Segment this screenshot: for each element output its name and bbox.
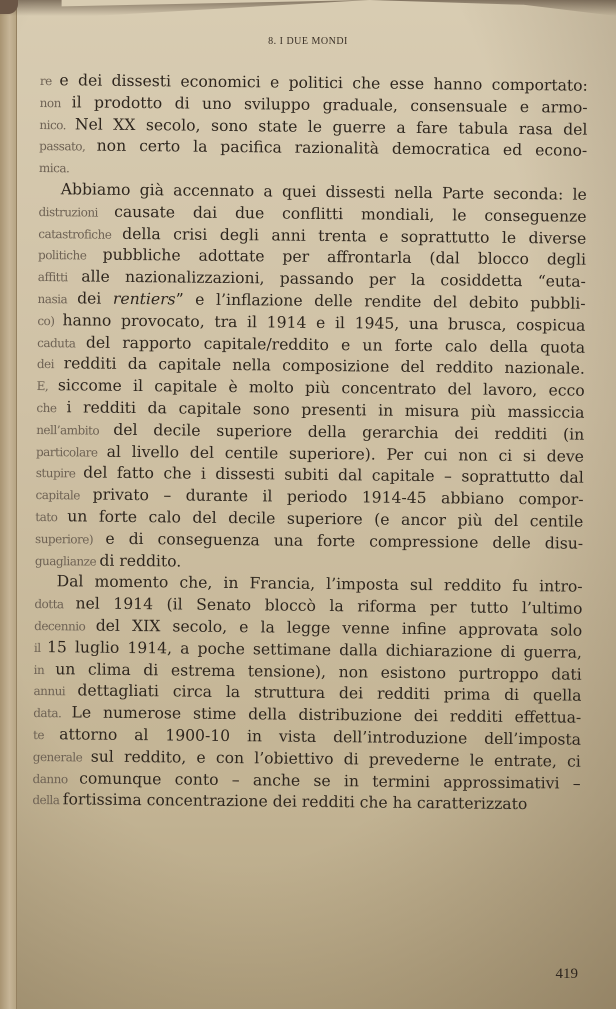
page-number: 419 xyxy=(555,966,578,982)
curled-word: che xyxy=(36,400,67,416)
curled-word: superiore) xyxy=(35,531,106,547)
line-text: Le numerose stime della distribuzione dei redditi effettua- xyxy=(71,703,582,727)
line-text: Abbiamo già accennato a quei dissesti nella Parte seconda: le xyxy=(60,180,587,204)
curled-word: non xyxy=(39,95,72,111)
paragraph xyxy=(32,571,582,816)
curled-word: in xyxy=(33,662,56,677)
line-text: del rapporto capitale/reddito e un forte calo della quota xyxy=(85,333,586,357)
curled-word: caduta xyxy=(37,335,86,351)
curled-word: te xyxy=(32,727,60,743)
curled-word: data. xyxy=(33,706,72,721)
line-text: Dal momento che, in Francia, l’imposta sul reddito fu intro- xyxy=(56,572,583,597)
curled-word: nico. xyxy=(39,117,75,132)
curled-word: politiche xyxy=(37,248,103,264)
line-text: e di conseguenza una forte compressione delle disu- xyxy=(105,529,584,553)
paragraph xyxy=(39,70,588,185)
line-text: attorno al 1900-10 in vista dell’introduzione dell’imposta xyxy=(59,725,582,749)
curled-word: generale xyxy=(32,749,91,765)
curled-word: E, xyxy=(36,379,58,394)
line-text: alle nazionalizzazioni, passando per la cosiddetta “euta- xyxy=(81,267,586,291)
curled-word: dei xyxy=(36,357,64,372)
line-text: non certo la pacifica razionalità democratica ed econo- xyxy=(96,136,588,161)
curled-word: decennio xyxy=(34,618,96,634)
curled-word: il xyxy=(33,640,48,655)
line-text: del XIX secolo, e la legge venne infine approvata solo xyxy=(95,616,583,640)
line-text: hanno provocato, tra il 1914 e il 1945, una brusca, cospicua xyxy=(62,311,586,335)
curled-word: mica. xyxy=(38,161,70,176)
curled-word: nell’ambito xyxy=(36,422,114,438)
line-text: al livello del centile superiore). Per cui non ci si deve xyxy=(106,442,585,466)
curled-word: particolare xyxy=(35,444,107,460)
curled-word: catastrofiche xyxy=(38,226,123,242)
italic-term: rentiers xyxy=(112,289,176,309)
curled-word: capitale xyxy=(35,488,93,503)
line-text: un forte calo del decile superiore (e ancor più del centile xyxy=(67,507,584,531)
curled-word: guaglianze xyxy=(34,553,100,569)
curled-word: danno xyxy=(32,771,80,786)
paragraph xyxy=(35,179,587,577)
line-text: dettagliati circa la struttura dei redditi prima di quella xyxy=(77,681,582,706)
line-text: un clima di estrema tensione), non esistono purtroppo dati xyxy=(55,659,582,684)
line-text: di reddito. xyxy=(99,551,182,571)
line-text: il prodotto di uno sviluppo graduale, consensuale e armo- xyxy=(71,93,588,117)
line-text: sul reddito, e con l’obiettivo di prevederne le entrate, ci xyxy=(90,747,581,771)
curled-word: re xyxy=(39,73,60,89)
line-text: del fatto che i dissesti subiti dal capitale – soprattutto dal xyxy=(83,463,584,488)
running-head: 8. I DUE MONDI xyxy=(268,36,348,47)
curled-word: della xyxy=(32,793,63,808)
text-line xyxy=(32,789,580,817)
line-text: siccome il capitale è molto più concentrato del lavoro, ecco xyxy=(57,376,585,400)
curled-word: tato xyxy=(35,509,68,525)
curled-word: annui xyxy=(33,684,78,699)
top-shadow xyxy=(0,0,616,16)
line-text: pubbliche adottate per affrontarla (dal blocco degli xyxy=(102,246,587,270)
line-text: i redditi da capitale sono presenti in misura più massiccia xyxy=(66,398,585,422)
line-text: della crisi degli anni trenta e soprattutto le diverse xyxy=(122,224,587,248)
curled-word: passato, xyxy=(39,139,97,154)
line-text: dei rentiers” e l’inflazione delle rendite del debito pubbli- xyxy=(77,289,586,313)
line-text: 15 luglio 1914, a poche settimane dalla dichiarazione di guerra, xyxy=(46,637,583,662)
curled-word: stupire xyxy=(35,466,84,481)
curled-word: affitti xyxy=(37,270,82,285)
line-text: privato – durante il periodo 1914-45 abbiano compor- xyxy=(92,485,584,509)
curled-word: dotta xyxy=(34,597,76,612)
line-text: causate dai due conflitti mondiali, le conseguenze xyxy=(114,202,587,226)
line-text: Nel XX secolo, sono state le guerre a fare tabula rasa del xyxy=(74,114,588,139)
line-text: redditi da capitale nella composizione del reddito nazionale. xyxy=(63,354,586,379)
body-text xyxy=(32,70,588,817)
curled-word: co) xyxy=(37,313,63,329)
line-text: nel 1914 (il Senato bloccò la riforma per tutto l’ultimo xyxy=(75,594,583,618)
line-text: e dei dissesti economici e politici che esse hanno comportato: xyxy=(59,71,588,95)
curled-word: nasia xyxy=(37,291,78,307)
line-text: del decile superiore della gerarchia dei redditi (in xyxy=(113,420,585,444)
page-edge xyxy=(0,0,17,1009)
curled-word: distruzioni xyxy=(38,204,115,220)
line-text: fortissima concentrazione dei redditi che ha caratterizzato xyxy=(62,790,528,814)
line-text: comunque conto – anche se in termini approssimativi – xyxy=(79,768,581,793)
